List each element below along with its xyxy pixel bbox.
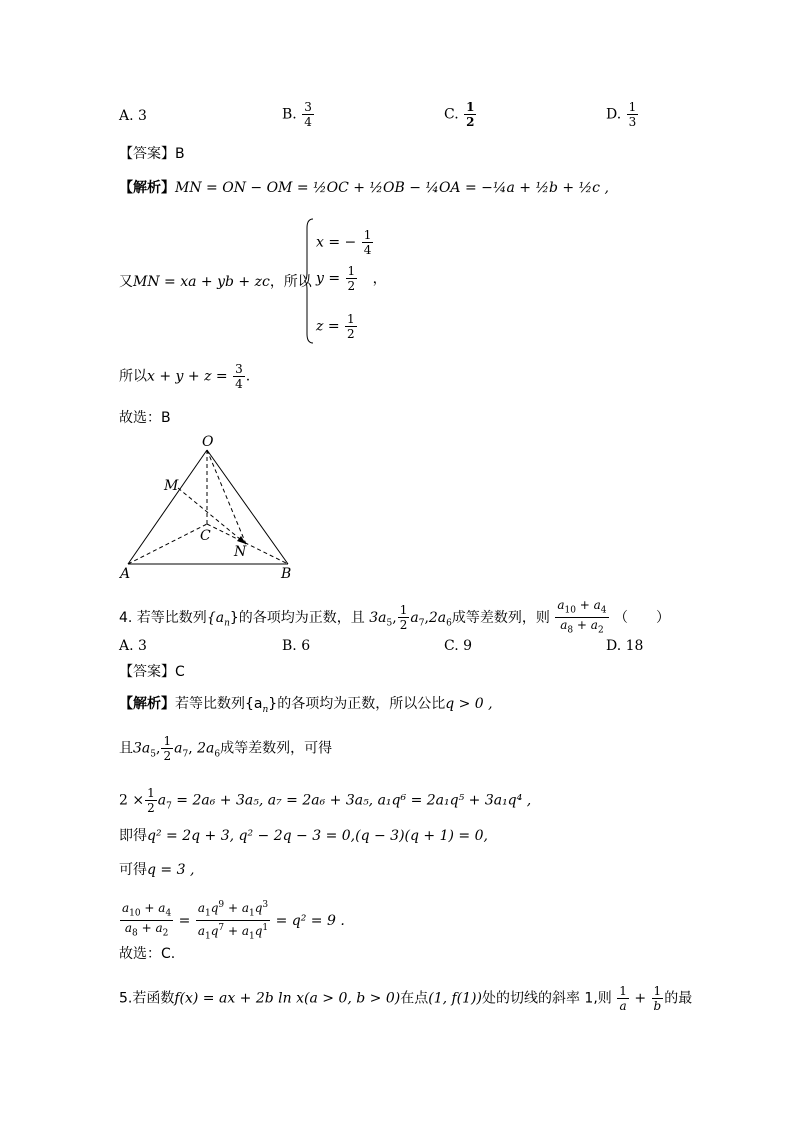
q5-stem: 5.若函数f(x) = ax + 2b ln x(a > 0, b > 0)在点(1, f(1))处的切线的斜率 1,则 $\frac{1}{a}$ + $\frac{1}{b}$ 的最 [119,984,693,1013]
q4-option-a: A. 3 [119,638,147,654]
label-n: N [234,544,247,560]
analysis-line-1: 【解析】MN = ON − OM = ½OC + ½OB − ¼OA = −¼a + ½b + ½c , [119,180,609,196]
choice-line: 故选：B [119,410,171,426]
option-a: A. 3 [119,108,147,124]
q4-option-d: D. 18 [606,638,644,654]
q4-analysis-6: $\frac{a_{10} + a_4}{a_8 + a_2}$ = $\frac{a_1q^9 + a_1q^3}{a_1q^7 + a_1q^1}$ = q² = 9 . [122,900,345,942]
system-z: z = $\frac{1}{2}$ [316,312,355,341]
analysis-line-2: 又MN = xa + yb + zc，所以 [119,274,312,290]
system-y: y = $\frac{1}{2}$ ， [316,264,387,293]
q4-analysis-1: 【解析】若等比数列$\{a_n\}$的各项均为正数，所以公比q > 0 , [119,696,493,715]
q4-option-c: C. 9 [444,638,473,654]
conclusion-line: 所以x + y + z = $\frac{3}{4}$ . [119,362,251,391]
brace-icon [304,218,314,344]
system-x: x = − $\frac{1}{4}$ [316,228,372,257]
label-c: C [200,528,211,544]
answer-label: 【答案】B [119,146,185,162]
q4-analysis-5: 可得q = 3 , [119,862,195,878]
q4-analysis-4: 即得q² = 2q + 3, q² − 2q − 3 = 0,(q − 3)(q + 1) = 0, [119,828,488,844]
q4-stem: 4. 若等比数列$\{a_n\}$的各项均为正数，且 $3a_5$, $\frac{1}{2}$ $a_7,2a_6$成等差数列，则 $\frac{a_{10} + a_4}{a_8 + a_2}$ （ ） [119,598,670,636]
q4-answer-label: 【答案】C [119,664,185,680]
label-a: A [120,566,131,580]
q4-analysis-3: 2 × $\frac{1}{2}$ $a_7 = 2a_6 + 3a_5$, a₇ = 2a₆ + 3a₅, a₁q⁶ = 2a₁q⁵ + 3a₁q⁴ , [119,786,532,815]
option-b: B. $\frac{3}{4}$ [282,100,312,129]
label-o: O [202,434,214,450]
label-b: B [281,566,292,580]
tetrahedron-figure [118,432,298,580]
option-d: D. $\frac{1}{3}$ [606,100,637,129]
q4-analysis-2: 且$3a_5$, $\frac{1}{2}$ $a_7$, $2a_6$成等差数列，可得 [119,734,333,763]
q4-option-b: B. 6 [282,638,311,654]
q4-choice: 故选：C. [119,946,176,962]
label-m: M [164,478,179,494]
option-c: C. $\frac{1}{2}$ [444,100,475,129]
